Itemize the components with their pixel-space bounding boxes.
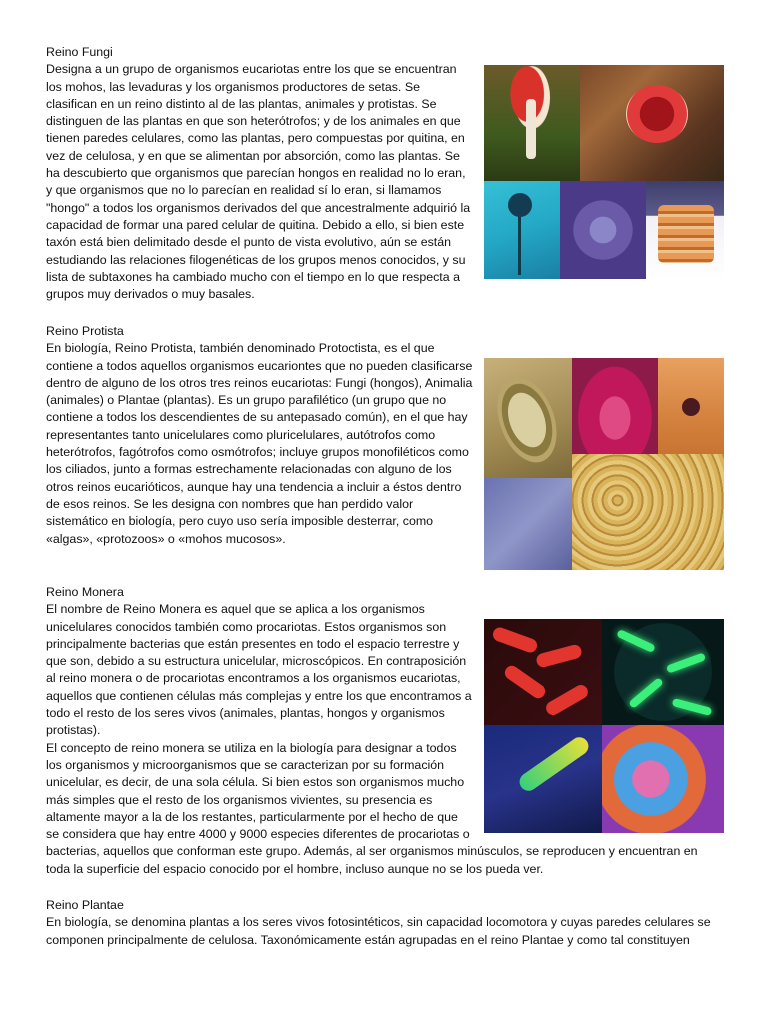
section-body-protista: En biología, Reino Protista, también denominado Protoctista, es el que contiene a todos aquellos organismos eucariontes que no pueden clasificarse dentro de alguno de los otros tres reinos eucariotas: Fungi (hongos), Animalia (animales) o Plantae (plantas). Es un grupo parafilético (un grupo que no contiene a todos los descendientes de su antepasado común), en el que hay representantes tanto unicelulares como pluricelulares, autótrofos como heterótrofos, fagótrofos como osmótrofos; incluye grupos monofiléticos como los ciliados, junto a formas estrechamente relacionadas con alguno de los otros reinos eucarióticos, aunque hay una tendencia a incluir a éstos dentro de esos reinos. Se les designa con nombres que han perdido valor sistemático en biología, pero cuyo uso sería imposible desterrar, como «algas», «protozoos» o «mohos mucosos». [46,341,473,546]
section-plantae [46,897,722,949]
monera-green-bacteria-photo [602,619,724,725]
fungi-yeast-micrograph [560,181,646,279]
section-body-fungi: Designa a un grupo de organismos eucariotas entre los que se encuentran los mohos, las levaduras y los organismos productores de setas. Se clasifican en un reino distinto al de las plantas, animales y protistas. Se distinguen de las plantas en que son heterótrofos; y de los animales en que tienen paredes celulares, como las plantas, pero compuestas por quitina, en vez de celulosa, y en que se alimentan por absorción, como las plantas. Se ha descubierto que organismos que parecían hongos en realidad no lo eran, y que organismos que no lo parecían en realidad sí lo eran, si llamamos "hongo" a todos los organismos derivados del que ancestralmente adquirió la capacidad de formar una pared celular de quitina. Debido a ello, si bien este taxón está bien delimitado desde el punto de vista evolutivo, aún se están estudiando las relaciones filogenéticas de los grupos menos conocidos, y su lista de subtaxones ha cambiado mucho con el tiempo en lo que respecta a grupos muy derivados o muy basales. [46,62,471,302]
fungi-moldy-food-photo [646,181,724,279]
section-title-plantae: Reino Plantae [46,898,124,912]
protista-foraminifera-photo [572,454,724,570]
section-title-protista: Reino Protista [46,324,124,338]
protista-collage-image [484,358,724,570]
protista-paramecium-photo [484,358,572,478]
monera-red-bacteria-photo [484,619,602,725]
monera-collage-image [484,619,724,833]
fungi-cup-fungus-photo [580,65,724,181]
section-title-fungi: Reino Fungi [46,45,113,59]
monera-colony-photo [602,725,724,833]
section-body-monera-2: El concepto de reino monera se utiliza en la biología para designar a todos los organismos y microorganismos que se caracterizan por su formación unicelular, es decir, de una sola célula. Si bien estos son organismos mucho más simples que el resto de los organismos vivientes, su presencia es altamente mayor a la de los restantes, particularmente por el hecho de que se considera que hay entre 4000 y 9000 especies diferentes de procariotas o bacterias, aquellos que conforman este grupo. Además, al ser organismos minúsculos, se reproducen y encuentran en toda la superficie del espacio conocido por el hombre, incluso aunque no se los pueda ver. [46,740,698,876]
fungi-mold-micrograph [484,181,560,279]
section-body-plantae: En biología, se denomina plantas a los seres vivos fotosintéticos, sin capacidad locomotora y cuyas paredes celulares se componen principalmente de celulosa. Taxonómicamente están agrupadas en el reino Plantae y como tal constituyen [46,915,711,947]
fungi-collage-image [484,65,724,279]
section-body-monera-1: El nombre de Reino Monera es aquel que se aplica a los organismos unicelulares conocidos también como procariotas. Estos organismos son principalmente bacterias que están presentes en todo el espacio terrestre y que son, debido a su estructura unicelular, microscópicos. En contraposición al reino monera o de procariotas encontramos a los organismos eucariotas, aquellos que contienen células más complejas y entre los que encontramos a todo el resto de los seres vivos (animales, plantas, hongos y organismos protistas). [46,602,472,738]
section-monera [46,584,722,878]
monera-rod-bacterium-photo [484,725,602,833]
section-protista [46,323,722,570]
section-fungi [46,44,722,303]
section-title-monera: Reino Monera [46,585,124,599]
protista-diatom-photo [484,478,572,570]
fungi-mushroom-photo [484,65,580,181]
